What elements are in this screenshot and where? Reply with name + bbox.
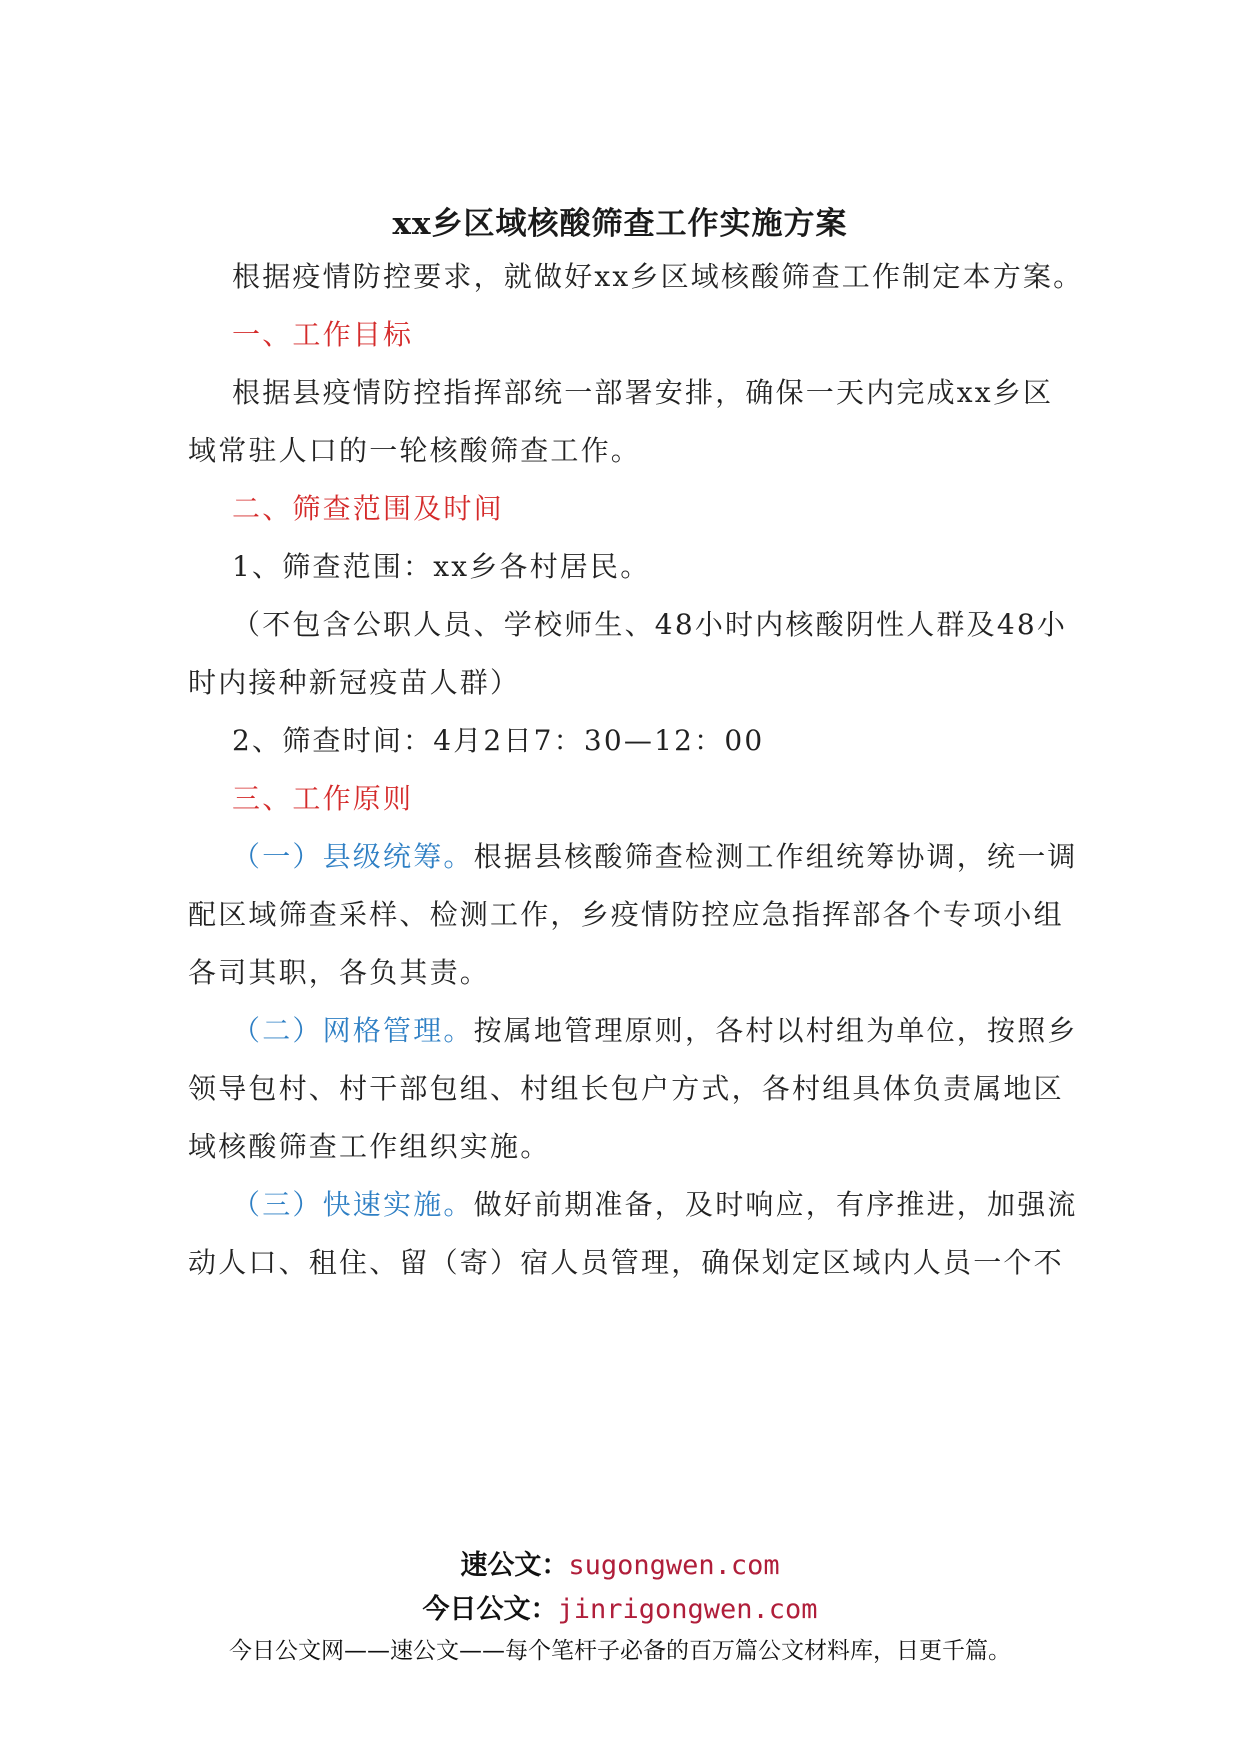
principle-3-text: 做好前期准备，及时响应，有序推进，加强流	[473, 1188, 1078, 1221]
principle-2-line-1	[232, 1011, 1078, 1051]
footer-slogan: 今日公文网——速公文——每个笔杆子必备的百万篇公文材料库，日更千篇。	[229, 1638, 1011, 1664]
scope-item-2: 2、筛查时间：4月2日7：30—12：00	[232, 724, 765, 757]
principle-1-label: （一）县级统筹。	[232, 840, 474, 873]
principle-1-line-2: 配区域筛查采样、检测工作，乡疫情防控应急指挥部各个专项小组	[188, 898, 1064, 931]
principle-3-line-1	[232, 1185, 1078, 1225]
footer-sugongwen	[0, 1543, 1240, 1582]
principle-1-text: 根据县核酸筛查检测工作组统筹协调，统一调	[473, 840, 1078, 873]
scope-note-line-1: （不包含公职人员、学校师生、48小时内核酸阴性人群及48小	[232, 608, 1068, 641]
principle-1-line-1	[232, 837, 1078, 877]
section-heading-principles: 三、工作原则	[232, 782, 414, 815]
goals-paragraph-line-2: 域常驻人口的一轮核酸筛查工作。	[188, 434, 642, 467]
footer-jinrigongwen-label: 今日公文：	[422, 1594, 558, 1625]
footer-sugongwen-label: 速公文：	[460, 1550, 569, 1581]
document-title: xx乡区域核酸筛查工作实施方案	[392, 206, 848, 242]
principle-2-label: （二）网格管理。	[232, 1014, 474, 1047]
principle-1-line-3: 各司其职，各负其责。	[188, 956, 491, 989]
principle-3-label: （三）快速实施。	[232, 1188, 474, 1221]
footer-sugongwen-link[interactable]: sugongwen.com	[568, 1550, 780, 1581]
principle-2-line-3: 域核酸筛查工作组织实施。	[188, 1130, 551, 1163]
intro-paragraph: 根据疫情防控要求，就做好xx乡区域核酸筛查工作制定本方案。	[232, 260, 1084, 293]
principle-3-line-2: 动人口、租住、留（寄）宿人员管理，确保划定区域内人员一个不	[188, 1246, 1064, 1279]
principle-2-line-2: 领导包村、村干部包组、村组长包户方式，各村组具体负责属地区	[188, 1072, 1064, 1105]
footer-jinrigongwen	[0, 1587, 1240, 1626]
footer-jinrigongwen-link[interactable]: jinrigongwen.com	[557, 1594, 818, 1625]
scope-item-1: 1、筛查范围：xx乡各村居民。	[232, 550, 651, 583]
principle-2-text: 按属地管理原则，各村以村组为单位，按照乡	[473, 1014, 1078, 1047]
section-heading-goals: 一、工作目标	[232, 318, 414, 351]
goals-paragraph-line-1: 根据县疫情防控指挥部统一部署安排，确保一天内完成xx乡区	[232, 376, 1054, 409]
scope-note-line-2: 时内接种新冠疫苗人群）	[188, 666, 521, 699]
section-heading-scope: 二、筛查范围及时间	[232, 492, 504, 525]
